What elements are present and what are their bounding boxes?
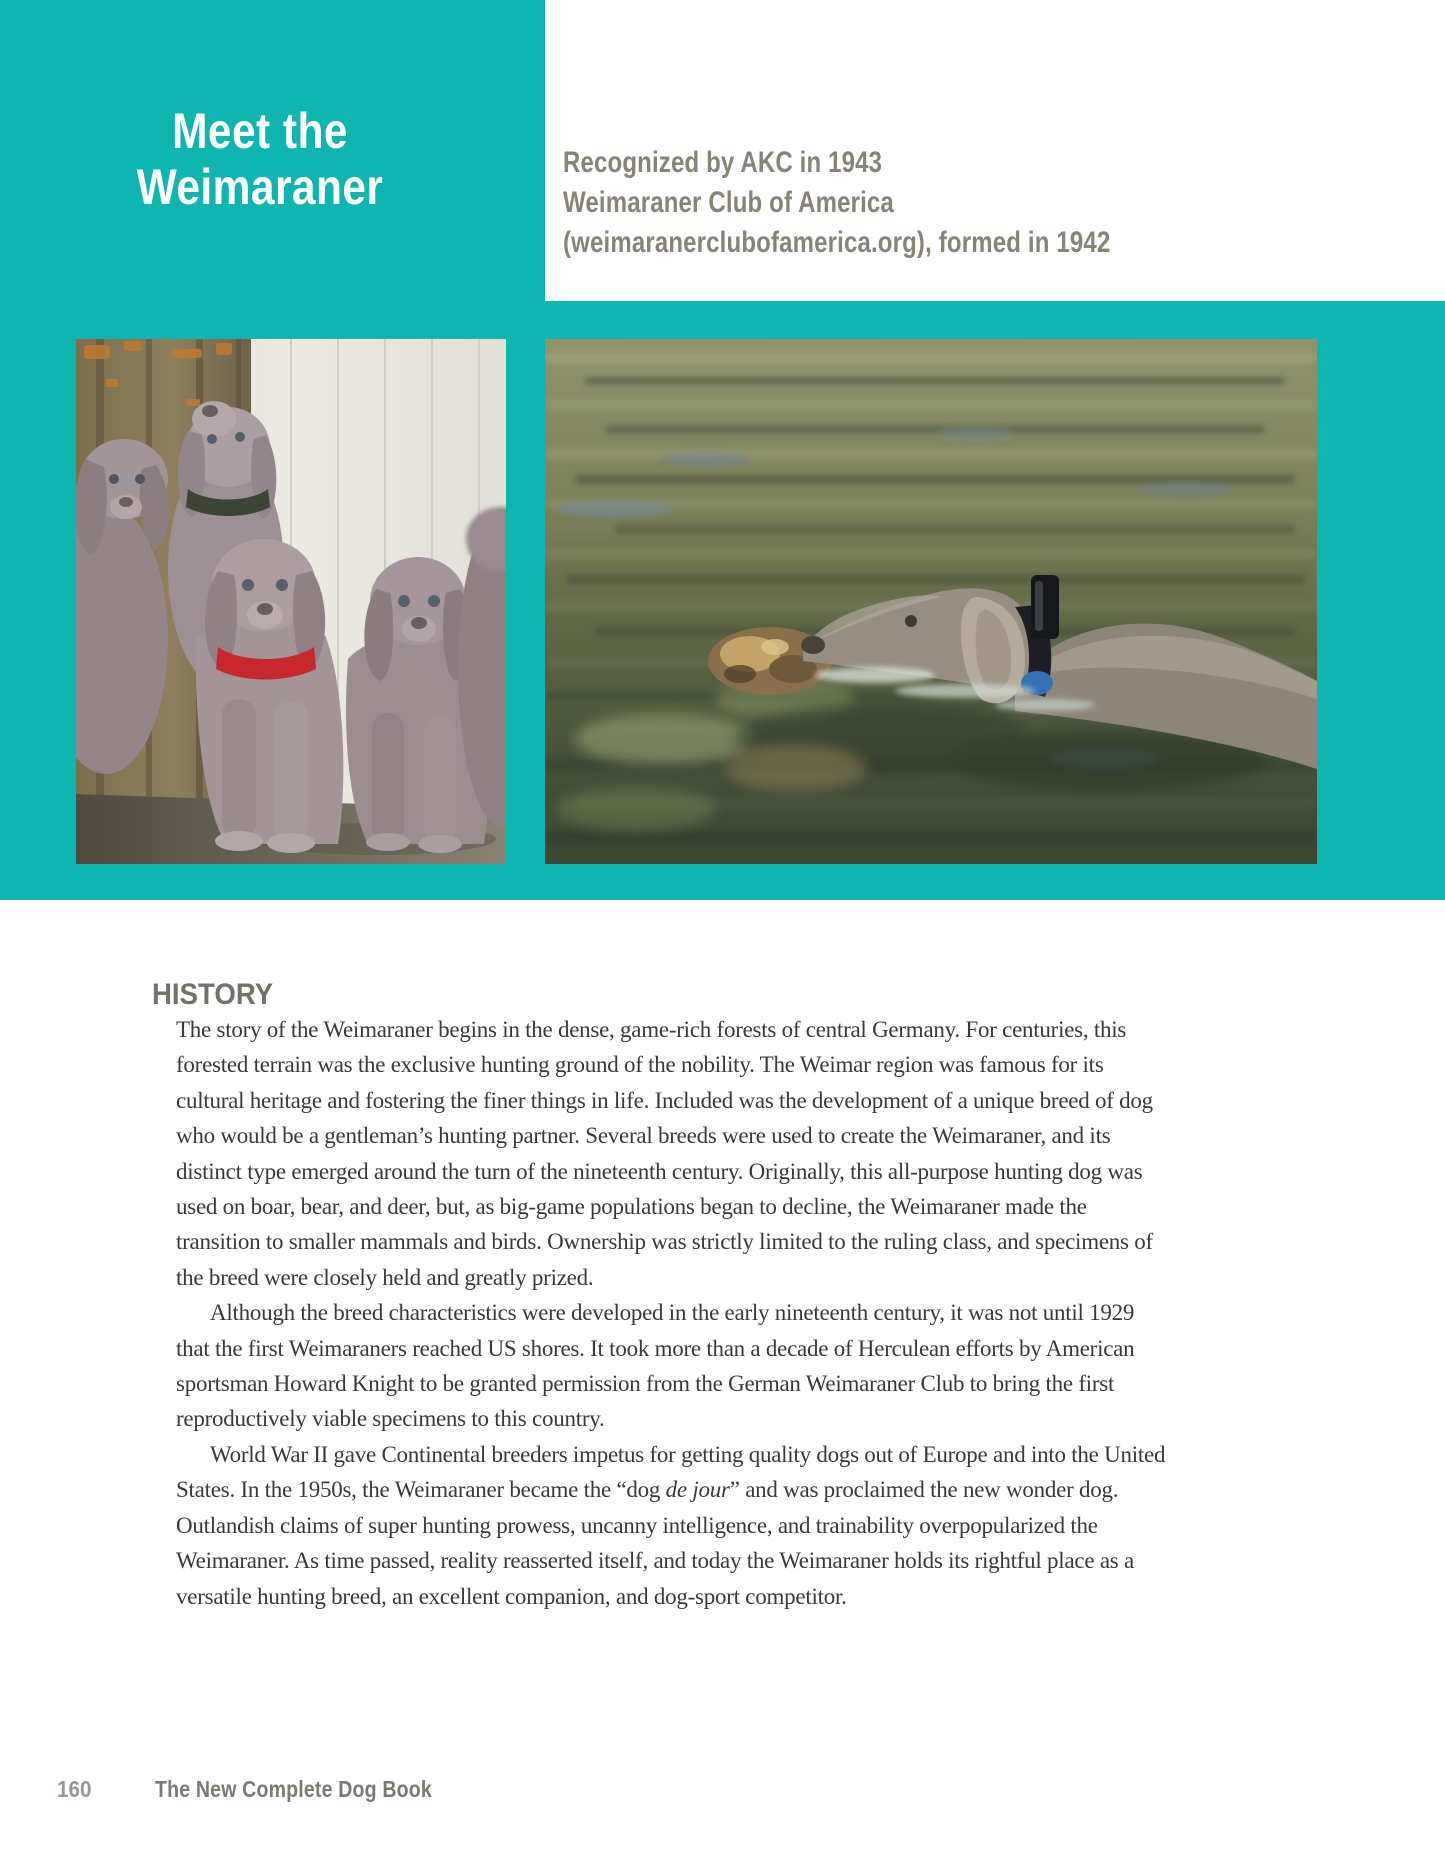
recognition-line-club: Weimaraner Club of America xyxy=(563,186,894,219)
history-heading: HISTORY xyxy=(152,978,274,1011)
puppies-photo xyxy=(76,339,506,864)
recognition-block xyxy=(563,143,1110,263)
recognition-line-akc: Recognized by AKC in 1943 xyxy=(563,146,883,179)
history-paragraph: World War II gave Continental breeders impetus for getting quality dogs out of Europe and into the United States. In the 1950s, the Weimaraner became the “dog de jour” and was proclaimed the new wonder dog. Outlandish claims of super hunting prowess, uncanny intelligence, and trainability overpopularized the Weimaraner. As time passed, reality reasserted itself, and today the Weimaraner holds its rightful place as a versatile hunting breed, an excellent companion, and dog-sport competitor. xyxy=(176,1441,1166,1609)
breed-title-line1: Meet the xyxy=(172,103,348,159)
history-body xyxy=(176,1012,1171,1614)
history-paragraph: Although the breed characteristics were developed in the early nineteenth century, it was not until 1929 that the first Weimaraners reached US shores. It took more than a decade of Herculean efforts by American sportsman Howard Knight to be granted permission from the German Weimaraner Club to bring the first reproductively viable specimens to this country. xyxy=(176,1300,1135,1432)
footer-book-title: The New Complete Dog Book xyxy=(155,1776,432,1802)
footer-page-number: 160 xyxy=(57,1776,92,1802)
recognition-line-website: (weimaranerclubofamerica.org), formed in 1942 xyxy=(563,226,1111,259)
history-paragraph: The story of the Weimaraner begins in the dense, game-rich forests of central Germany. For centuries, this forested terrain was the exclusive hunting ground of the nobility. The Weimar region was famous for its cultural heritage and fostering the finer things in life. Included was the development of a unique breed of dog who would be a gentleman’s hunting partner. Several breeds were used to create the Weimaraner, and its distinct type emerged around the turn of the nineteenth century. Originally, this all-purpose hunting dog was used on boar, bear, and deer, but, as big-game populations began to decline, the Weimaraner made the transition to smaller mammals and birds. Ownership was strictly limited to the ruling class, and specimens of the breed were closely held and greatly prized. xyxy=(176,1017,1153,1290)
breed-title xyxy=(39,103,481,215)
swimming-photo xyxy=(545,339,1317,864)
breed-title-line2: Weimaraner xyxy=(136,159,384,215)
